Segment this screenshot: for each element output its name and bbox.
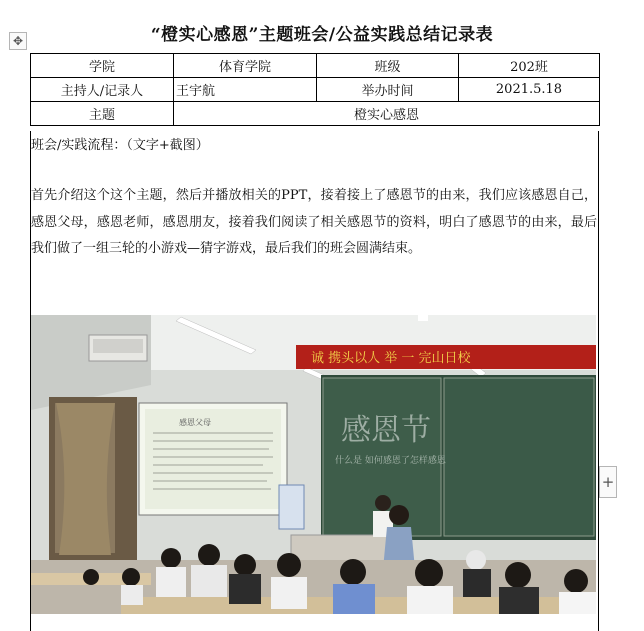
host-label[interactable]: 主持人/记录人	[31, 78, 174, 102]
banner-text: 诚 携头以人 举 一 完山日校	[311, 351, 471, 366]
date-label[interactable]: 举办时间	[317, 78, 459, 102]
classroom-photo	[31, 315, 596, 614]
board-text: 感恩节	[341, 413, 431, 448]
projection-title: 感恩父母	[179, 418, 211, 427]
theme-value[interactable]: 橙实心感恩	[174, 102, 600, 126]
board-subtext: 什么是 如何感恩了怎样感恩	[335, 456, 446, 466]
college-label[interactable]: 学院	[31, 54, 174, 78]
table-row	[31, 78, 600, 102]
process-label: 班会/实践流程：（文字+截图）	[31, 138, 209, 153]
table-row	[31, 102, 600, 126]
table-move-handle-icon[interactable]: ✥	[9, 32, 27, 50]
info-table	[30, 53, 600, 126]
plus-icon[interactable]: +	[599, 466, 617, 498]
theme-label[interactable]: 主题	[31, 102, 174, 126]
process-text[interactable]: 首先介绍这个这个主题，然后并播放相关的PPT，接着接上了感恩节的由来，我们应该感恩自己，感恩父母，感恩老师，感恩朋友，接着我们阅读了相关感恩节的资料，明白了感恩节的由来，最后我们做了一组三轮的小游戏—猜字游戏，最后我们的班会圆满结束。	[31, 188, 597, 256]
date-value[interactable]: 2021.5.18	[459, 78, 600, 102]
class-label[interactable]: 班级	[317, 54, 459, 78]
class-value[interactable]: 202班	[459, 54, 600, 78]
document-title: “橙实心感恩”主题班会/公益实践总结记录表	[150, 25, 494, 45]
table-row	[31, 54, 600, 78]
host-value[interactable]: 王宇航	[174, 78, 317, 102]
college-value[interactable]: 体育学院	[174, 54, 317, 78]
